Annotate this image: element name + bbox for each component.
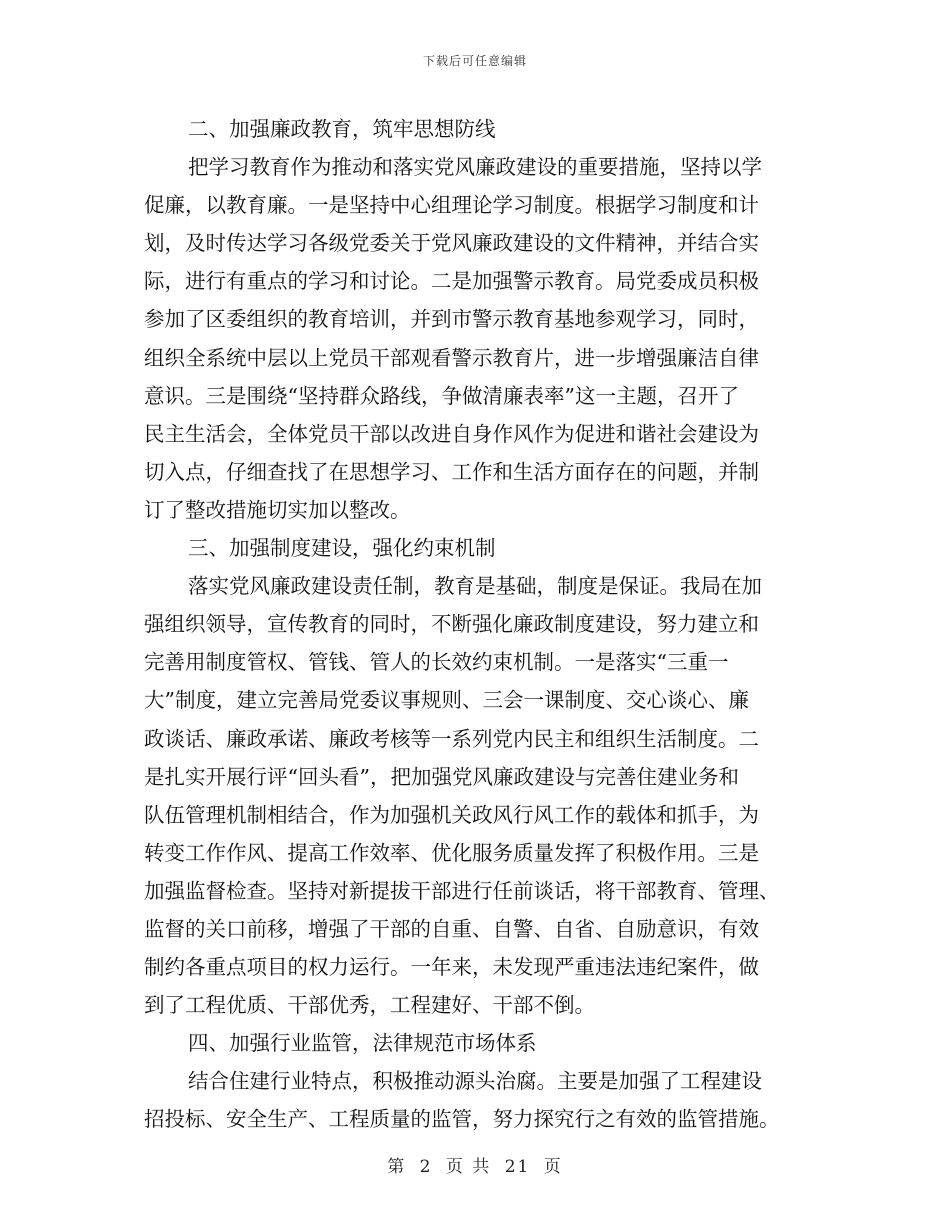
footer-suffix: 页 bbox=[543, 1157, 563, 1177]
text-line: 政谈话、廉政承诺、廉政考核等一系列党内民主和组织生活制度。二 bbox=[144, 726, 759, 751]
paragraph-line bbox=[144, 948, 808, 986]
paragraph-line bbox=[144, 186, 808, 224]
text-line: 四、加强行业监管，法律规范市场体系 bbox=[188, 1031, 537, 1056]
text-line: 制约各重点项目的权力运行。一年来，未发现严重违法违纪案件，做 bbox=[144, 955, 759, 980]
text-line: 参加了区委组织的教育培训，并到市警示教育基地参观学习，同时， bbox=[144, 307, 759, 332]
footer-middle: 页 共 bbox=[445, 1157, 492, 1177]
paragraph-line bbox=[144, 300, 808, 338]
paragraph-line bbox=[144, 339, 808, 377]
paragraph-line bbox=[144, 453, 808, 491]
text-line: 划，及时传达学习各级党委关于党风廉政建设的文件精神，并结合实 bbox=[144, 231, 759, 256]
section-heading-3 bbox=[144, 529, 808, 567]
text-line: 招投标、安全生产、工程质量的监管，努力探究行之有效的监管措施。 bbox=[144, 1107, 780, 1132]
paragraph-line bbox=[144, 262, 808, 300]
text-line: 促廉，以教育廉。一是坚持中心组理论学习制度。根据学习制度和计 bbox=[144, 193, 759, 218]
text-line: 切入点，仔细查找了在思想学习、工作和生活方面存在的问题，并制 bbox=[144, 459, 759, 484]
text-line: 民主生活会，全体党员干部以改进自身作风作为促进和谐社会建设为 bbox=[144, 421, 759, 446]
footer-prefix: 第 bbox=[387, 1157, 407, 1177]
document-body bbox=[144, 110, 808, 1139]
text-line: 际，进行有重点的学习和讨论。二是加强警示教育。局党委成员积极 bbox=[144, 269, 759, 294]
text-line: 结合住建行业特点，积极推动源头治腐。主要是加强了工程建设 bbox=[188, 1069, 762, 1094]
text-line: 订了整改措施切实加以整改。 bbox=[144, 497, 411, 522]
text-line: 二、加强廉政教育，筑牢思想防线 bbox=[188, 117, 496, 141]
current-page-number: 2 bbox=[419, 1157, 433, 1177]
paragraph-line bbox=[144, 681, 808, 719]
text-line: 完善用制度管权、管钱、管人的长效约束机制。一是落实“三重一 bbox=[144, 650, 729, 675]
page-header-note: 下载后可任意编辑 bbox=[422, 54, 527, 68]
paragraph-line bbox=[144, 796, 808, 834]
text-line: 强组织领导，宣传教育的同时，不断强化廉政制度建设，努力建立和 bbox=[144, 612, 759, 637]
text-line: 大”制度，建立完善局党委议事规则、三会一课制度、交心谈心、廉 bbox=[144, 688, 749, 713]
paragraph-line bbox=[144, 567, 808, 605]
text-line: 三、加强制度建设，强化约束机制 bbox=[188, 536, 496, 561]
text-line: 转变工作作风、提高工作效率、优化服务质量发挥了积极作用。三是 bbox=[144, 840, 759, 865]
paragraph-line bbox=[144, 148, 808, 186]
paragraph-line bbox=[144, 224, 808, 262]
paragraph-line bbox=[144, 643, 808, 681]
text-line: 是扎实开展行评“回头看”，把加强党风廉政建设与完善住建业务和 bbox=[144, 764, 739, 789]
section-heading-4 bbox=[144, 1024, 808, 1062]
paragraph-line bbox=[144, 758, 808, 796]
paragraph-line bbox=[144, 872, 808, 910]
paragraph-line bbox=[144, 1100, 808, 1138]
section-heading-2 bbox=[144, 110, 808, 148]
text-line: 监督的关口前移，增强了干部的自重、自警、自省、自励意识，有效 bbox=[144, 916, 759, 941]
paragraph-line bbox=[144, 377, 808, 415]
page-footer bbox=[0, 1152, 950, 1177]
text-line: 意识。三是围绕“坚持群众路线，争做清廉表率”这一主题，召开了 bbox=[144, 383, 739, 408]
text-line: 落实党风廉政建设责任制，教育是基础，制度是保证。我局在加 bbox=[188, 574, 762, 599]
paragraph-line bbox=[144, 605, 808, 643]
paragraph-line bbox=[144, 720, 808, 758]
paragraph-line bbox=[144, 986, 808, 1024]
paragraph-line bbox=[144, 910, 808, 948]
total-pages-number: 21 bbox=[504, 1157, 531, 1177]
text-line: 加强监督检查。坚持对新提拔干部进行任前谈话，将干部教育、管理、 bbox=[144, 878, 780, 903]
paragraph-line bbox=[144, 834, 808, 872]
text-line: 到了工程优质、干部优秀，工程建好、干部不倒。 bbox=[144, 993, 595, 1018]
text-line: 组织全系统中层以上党员干部观看警示教育片，进一步增强廉洁自律 bbox=[144, 345, 759, 370]
paragraph-line bbox=[144, 1062, 808, 1100]
paragraph-line bbox=[144, 491, 808, 529]
text-line: 队伍管理机制相结合，作为加强机关政风行风工作的载体和抓手，为 bbox=[144, 802, 759, 827]
text-line: 把学习教育作为推动和落实党风廉政建设的重要措施，坚持以学 bbox=[188, 155, 762, 180]
paragraph-line bbox=[144, 415, 808, 453]
